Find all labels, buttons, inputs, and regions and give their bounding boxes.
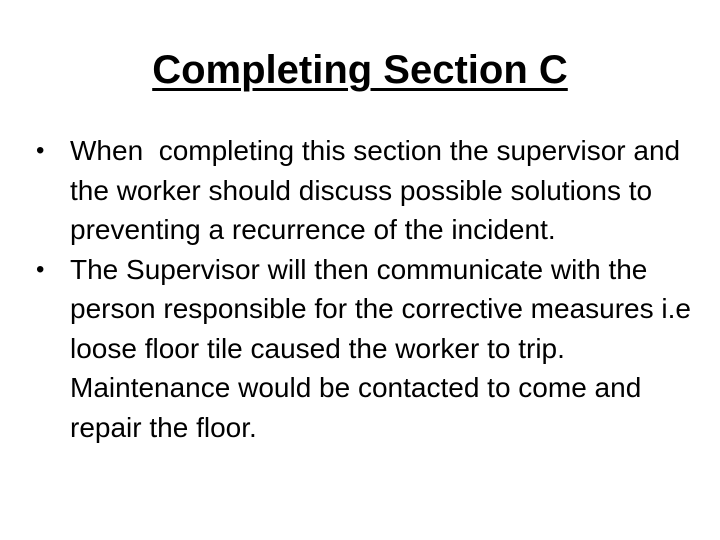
bullet-list (36, 131, 700, 447)
bullet-text-1: When completing this section the supervisor and the worker should discuss possible solutions to preventing a recurrence of the incident. (70, 135, 688, 245)
bullet-marker-icon: • (36, 255, 45, 283)
bullet-marker-icon: • (36, 137, 45, 164)
bullet-text-2: The Supervisor will then communicate with the person responsible for the corrective measures i.e loose floor tile caused the worker to trip. Maintenance would be contacted to come and repair the floor. (70, 253, 691, 443)
slide-title: Completing Section C (152, 48, 568, 92)
bullet-item-2 (36, 250, 700, 448)
bullet-item-1 (36, 131, 700, 250)
